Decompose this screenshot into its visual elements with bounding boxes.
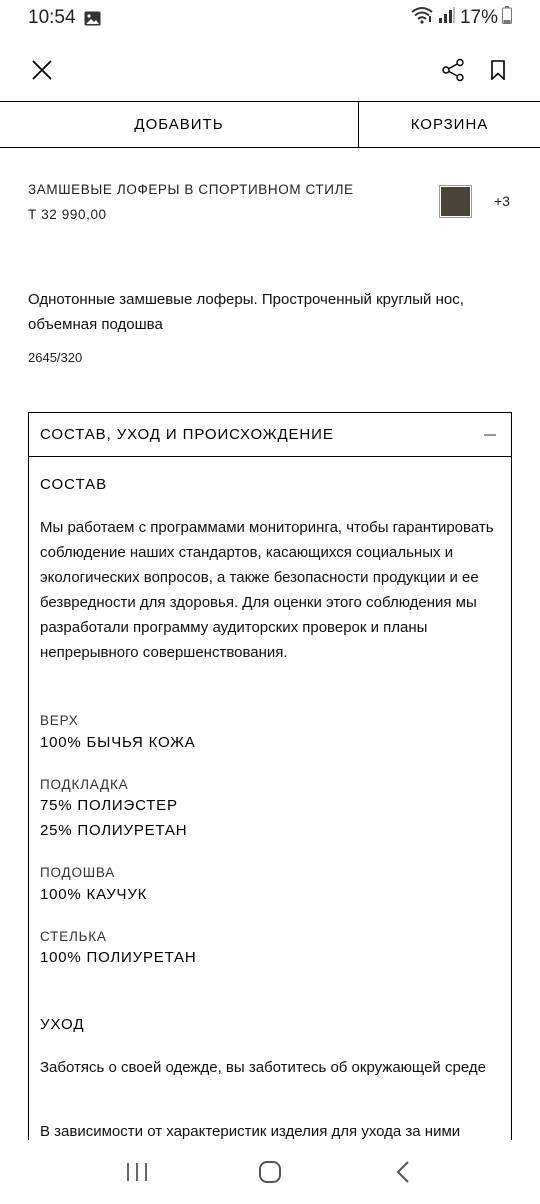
accordion-title: СОСТАВ, УХОД И ПРОИСХОЖДЕНИЕ [40,426,334,443]
wifi-icon [410,6,434,30]
accordion-header[interactable] [29,413,511,457]
top-bar [0,48,540,92]
color-swatch-fill [441,187,470,216]
sole-label: ПОДОШВА [40,865,116,880]
bookmark-icon [490,60,506,80]
upper-value: 100% БЫЧЬЯ КОЖА [40,734,196,751]
back-icon [395,1160,411,1184]
battery-percent: 17% [459,7,498,28]
share-button[interactable] [440,56,466,84]
signal-icon [438,6,456,30]
sole-value: 100% КАУЧУК [40,886,148,903]
lining-value-2: 25% ПОЛИУРЕТАН [40,822,188,839]
cart-button[interactable]: КОРЗИНА [410,116,489,133]
collapse-icon[interactable] [481,426,499,444]
system-nav-bar [0,1140,540,1204]
close-icon [31,59,53,81]
care-title: УХОД [40,1016,85,1033]
status-bar [0,0,540,36]
color-swatch[interactable] [439,185,472,218]
add-to-cart-button[interactable]: ДОБАВИТЬ [0,102,359,147]
recent-apps-icon [125,1161,149,1183]
composition-title: СОСТАВ [40,476,108,493]
product-price: Т 32 990,00 [28,207,107,222]
insole-value: 100% ПОЛИУРЕТАН [40,949,197,966]
close-button[interactable] [28,56,56,84]
product-name: ЗАМШЕВЫЕ ЛОФЕРЫ В СПОРТИВНОМ СТИЛЕ [28,182,354,197]
share-icon [441,58,465,82]
recent-apps-button[interactable] [117,1152,157,1192]
status-right [410,6,512,30]
bookmark-button[interactable] [486,56,510,84]
upper-label: ВЕРХ [40,713,79,728]
battery-icon [502,6,512,30]
care-text-1: Заботясь о своей одежде, вы заботитесь об окружающей среде [40,1059,486,1076]
composition-text: Мы работаем с программами мониторинга, чтобы гарантировать соблюдение наших стандартов, касающихся социальных и экологических вопросов, а также безопасности продукции и ее безвредности для здоровья. Для оценки этого соблюдения мы разработали программу аудиторских проверок и планы непрерывного совершенствования. [40,519,494,661]
action-bar [0,101,540,148]
home-button[interactable] [250,1152,290,1192]
insole-label: СТЕЛЬКА [40,929,107,944]
product-article: 2645/320 [28,350,83,365]
lining-value-1: 75% ПОЛИЭСТЕР [40,797,178,814]
lining-label: ПОДКЛАДКА [40,777,129,792]
status-time: 10:54 [28,7,76,28]
composition-accordion [28,412,512,1204]
more-colors-link[interactable]: +3 [494,193,510,209]
home-icon [258,1160,282,1184]
back-button[interactable] [383,1152,423,1192]
product-description: Однотонные замшевые лоферы. Простроченный круглый нос, объемная подошва [28,291,464,333]
care-text-2: В зависимости от характеристик изделия для ухода за ними [40,1123,461,1140]
image-notification-icon [84,10,102,26]
